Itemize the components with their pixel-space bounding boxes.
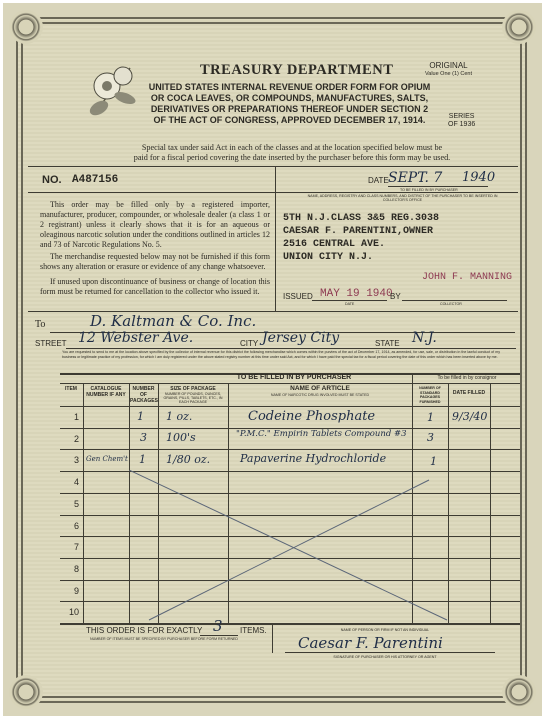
state-value: N.J. [412, 330, 437, 346]
col-item: ITEM [65, 386, 77, 392]
row-item-number: 9 [73, 585, 79, 596]
row-item-number: 4 [73, 477, 79, 488]
row-item-number: 8 [73, 563, 79, 574]
by-label: BY [390, 292, 401, 301]
series-text: SERIES [448, 113, 475, 120]
to-label: To [35, 319, 46, 330]
row-item-number: 5 [73, 498, 79, 509]
issued-date-caption: DATE [345, 302, 355, 306]
form-heading [142, 82, 437, 126]
row2-article: "P.M.C." Empirin Tablets Compound #3 [236, 429, 407, 439]
row-divider [60, 449, 520, 450]
col-date-filled: DATE FILLED [452, 390, 486, 396]
row-item-number: 2 [73, 433, 79, 444]
col-size-note: NUMBER OF POUNDS, OUNCES, GRAINS, PILLS, TABLETS, ETC., IN EACH PACKAGE [163, 392, 223, 404]
tax-line: Special tax under said Act in each of the classes and at the location specified below must be [141, 143, 443, 152]
original-label [425, 62, 472, 78]
row3-packages: 1 [139, 453, 146, 466]
vendor-name: D. Kaltman & Co. Inc. [90, 312, 257, 330]
items-suffix: ITEMS. [240, 626, 267, 635]
city-label: CITY [240, 339, 259, 348]
series-label [448, 113, 475, 129]
purchaser-section-header: TO BE FILLED IN BY PURCHASER [236, 374, 352, 381]
date-label: DATE [368, 176, 389, 185]
poppy-illustration-icon [85, 58, 145, 128]
original-value-note: Value One (1) Cent [425, 71, 472, 77]
purchaser-signature: Caesar F. Parentini [298, 634, 443, 652]
purchaser-line: 5TH N.J.CLASS 3&5 REG.3038 [283, 213, 440, 224]
row-item-number: 1 [73, 412, 79, 422]
row2-size: 100's [166, 431, 196, 444]
street-label: STREET [35, 339, 67, 348]
items-caption: NUMBER OF ITEMS MUST BE SPECIFIED BY PURCHASER BEFORE FORM RETURNED [90, 637, 239, 641]
special-tax-notice [92, 143, 492, 163]
col-catalogue: CATALOGUE NUMBER IF ANY [86, 386, 126, 398]
row3-size: 1/80 oz. [166, 453, 211, 466]
purchaser-address [283, 212, 439, 264]
purchaser-caption: NAME, ADDRESS, REGISTRY AND CLASS NUMBERS, AND DISTRICT OF THE PURCHASER TO BE INSERTED IN COLLECTOR'S OFFICE [307, 194, 498, 202]
col-article-note: NAME OF NARCOTIC DRUG INVOLVED MUST BE STATED [270, 393, 370, 397]
instruction-paragraph: If unused upon discontinuance of business or change of location this form must be returned for cancellation to the collector who issued it. [40, 277, 270, 296]
issued-date-stamp: MAY 19 1940 [320, 288, 393, 300]
col-size-title: SIZE OF PACKAGE [170, 386, 216, 392]
row1-date-filled: 9/3/40 [452, 410, 488, 423]
col-article-title: NAME OF ARTICLE [290, 385, 350, 392]
row-item-number: 3 [73, 455, 79, 466]
collector-caption: COLLECTOR [440, 302, 462, 306]
row3-furnished: 1 [430, 455, 437, 468]
corner-ornament-icon [502, 675, 536, 709]
items-count-label: THIS ORDER IS FOR EXACTLY [86, 626, 203, 635]
consignor-section-header: To be filled in by consignor [437, 375, 497, 381]
street-value: 12 Webster Ave. [78, 330, 194, 346]
row1-furnished: 1 [427, 411, 434, 424]
purchaser-line: CAESAR F. PARENTINI,OWNER [283, 226, 434, 237]
row3-catalogue: Gen Chem't [86, 455, 128, 463]
row-item-number: 6 [73, 520, 79, 531]
row2-packages: 3 [140, 431, 147, 444]
col-size [159, 386, 227, 404]
row1-packages: 1 [137, 410, 144, 423]
tax-line: paid for a fiscal period covering the date inserted by the purchaser before this form may be used. [133, 153, 451, 162]
purchaser-line: 2516 CENTRAL AVE. [283, 239, 386, 250]
date-year: 1940 [462, 170, 496, 185]
collector-stamp: JOHN F. MANNING [422, 272, 513, 283]
col-furnished: NUMBER OF STANDARD PACKAGES FURNISHED [419, 386, 441, 404]
row1-article: Codeine Phosphate [248, 409, 376, 424]
items-count-value: 3 [213, 617, 223, 635]
row3-article: Papaverine Hydrochloride [240, 452, 387, 465]
instruction-paragraph: The merchandise requested below may not be furnished if this form shows any alteration or erasure or evidence of any change whatsoever. [40, 252, 270, 271]
issued-label: ISSUED [283, 292, 313, 301]
heading-line: UNITED STATES INTERNAL REVENUE ORDER FORM FOR OPIUM [148, 82, 431, 92]
date-caption: TO BE FILLED IN BY PURCHASER [400, 188, 458, 192]
state-label: STATE [375, 339, 400, 348]
signer-caption-top: NAME OF PERSON OR FIRM IF NOT AN INDIVIDUAL [340, 628, 430, 632]
row1-size: 1 oz. [166, 410, 193, 423]
void-cross-mark [129, 470, 449, 623]
original-text: ORIGINAL [429, 61, 468, 70]
row-item-number: 7 [73, 542, 79, 553]
heading-line: OR COCA LEAVES, OR COMPOUNDS, MANUFACTURES, SALTS, [150, 93, 429, 103]
corner-ornament-icon [9, 675, 43, 709]
instruction-paragraph: This order may be filled only by a registered importer, manufacturer, producer, compounder, or wholesale dealer (a class 1 or 2 registrant) unless it clearly shows that it is for an aqueous or oleaginous narcotic solution under the conditions outlined in articles 12 and 73 of Narcotic Regulations No. 5. [40, 200, 270, 249]
heading-line: DERIVATIVES OR PREPARATIONS THEREOF UNDER SECTION 2 [150, 104, 429, 114]
corner-ornament-icon [9, 10, 43, 44]
order-number-label: NO. [42, 174, 62, 186]
request-text: You are requested to send to me at the location above specified by the collector of internal revenue for this district the following merchandise which comes within the purview of the act of December 17, 1914, as amended, for use, sale, or distribution in the lawful conduct of my business or legitimate practice of my profession, for which I am duly registered under the above stated registry number at this time under said Act, and for which I have paid the special tax for a fiscal period covering the date of this order which has been inserted above by me. [62, 350, 500, 359]
series-year: OF 1936 [448, 121, 476, 128]
heading-line: OF THE ACT OF CONGRESS, APPROVED DECEMBER 17, 1914. [153, 115, 426, 125]
city-value: Jersey City [262, 330, 340, 346]
col-article [229, 386, 411, 398]
corner-ornament-icon [502, 10, 536, 44]
row-item-number: 10 [68, 607, 79, 618]
order-number-value: A487156 [72, 174, 119, 186]
col-packages: NUMBER OF PACKAGES [130, 386, 158, 404]
date-value: SEPT. 7 [388, 170, 443, 186]
page-title: TREASURY DEPARTMENT [200, 62, 394, 78]
signer-caption-bottom: SIGNATURE OF PURCHASER OR HIS ATTORNEY OR AGENT [333, 655, 437, 659]
row2-furnished: 3 [427, 431, 434, 444]
purchaser-line: UNION CITY N.J. [283, 252, 374, 263]
